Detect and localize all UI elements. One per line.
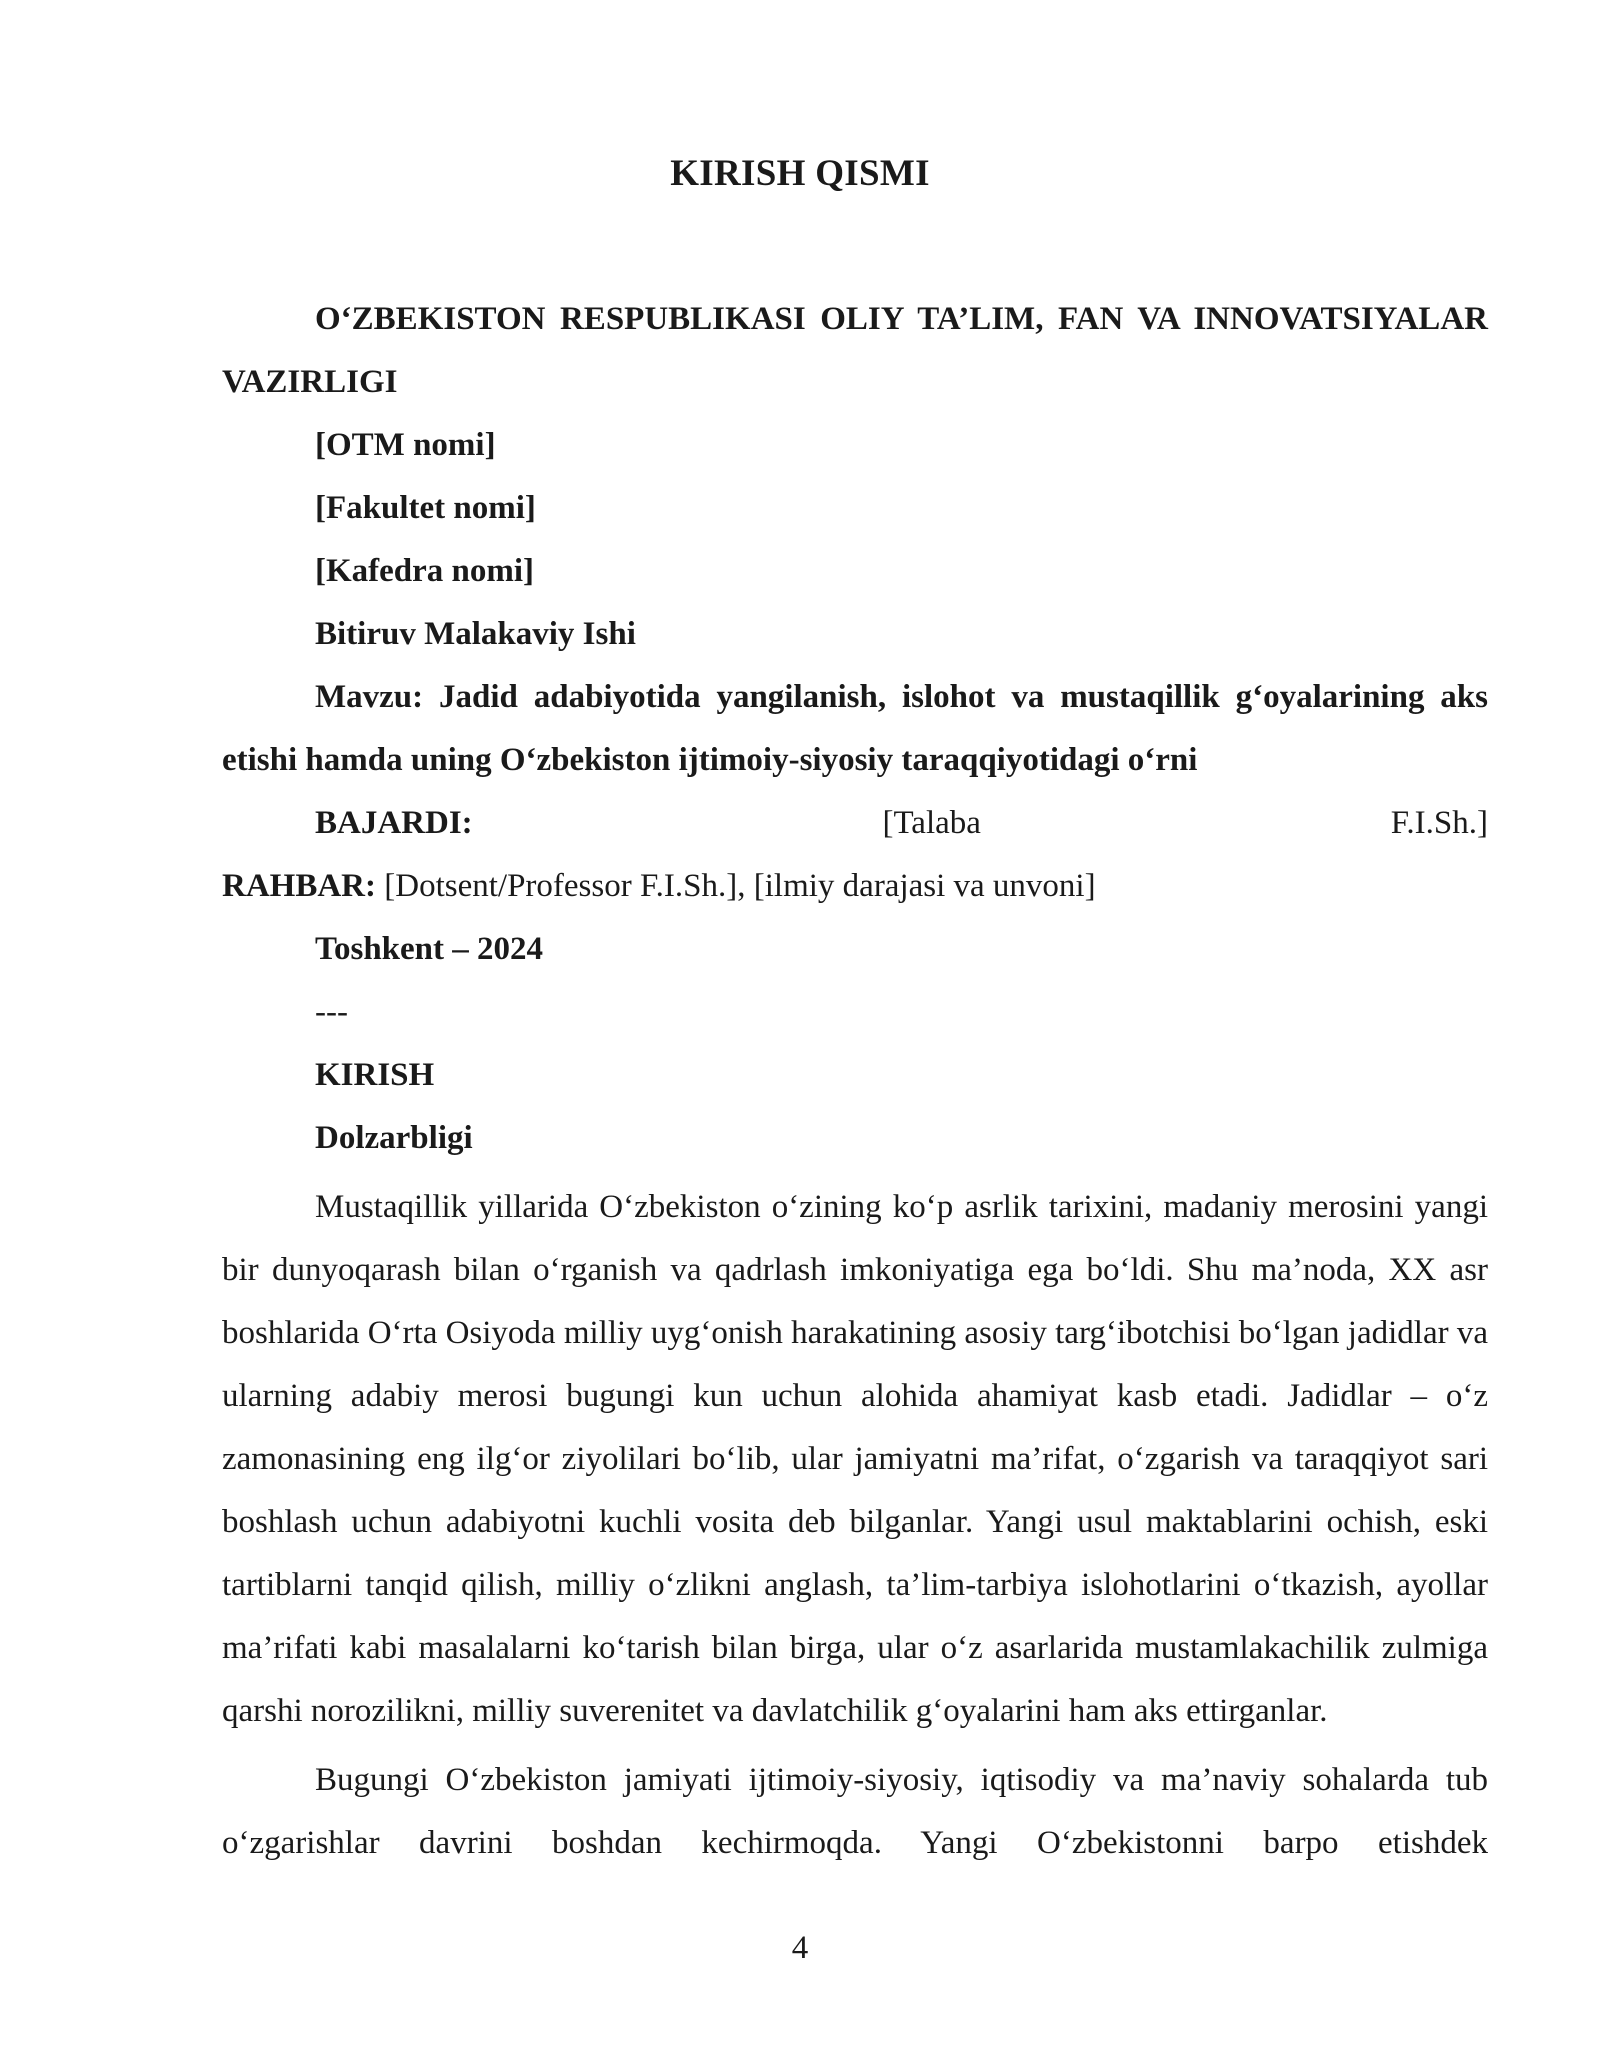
otm-name: [OTM nomi] (315, 427, 496, 463)
separator: --- (315, 994, 348, 1030)
supervisor-value: [Dotsent/Professor F.I.Sh.], [ilmiy darajasi va unvoni] (384, 868, 1096, 904)
supervisor-line (222, 855, 1488, 918)
performer-line (222, 792, 1488, 855)
paragraph-2: Bugungi O‘zbekiston jamiyati ijtimoiy-siyosiy, iqtisodiy va ma’naviy sohalarda tub o‘zgarishlar davrini boshdan kechirmoqda. Yangi O‘zbekistonni barpo etishdek (222, 1762, 1488, 1861)
city-year: Toshkent – 2024 (315, 931, 544, 967)
topic: Mavzu: Jadid adabiyotida yangilanish, islohot va mustaqillik g‘oyalarining aks etishi hamda uning O‘zbekiston ijtimoiy-siyosiy taraqqiyotidagi o‘rni (222, 679, 1488, 778)
page-number: 4 (791, 1930, 809, 1966)
work-type: Bitiruv Malakaviy Ishi (315, 616, 636, 652)
department-name: [Kafedra nomi] (315, 553, 535, 589)
paragraph-1: Mustaqillik yillarida O‘zbekiston o‘zining ko‘p asrlik tarixini, madaniy merosini yangi bir dunyoqarash bilan o‘rganish va qadrlash imkoniyatiga ega bo‘ldi. Shu ma’noda, XX asr boshlarida O‘rta Osiyoda milliy uyg‘onish harakatining asosiy targ‘ibotchisi bo‘lgan jadidlar va ularning adabiy merosi bugungi kun uchun alohida ahamiyat kasb etadi. Jadidlar – o‘z zamonasining eng ilg‘or ziyolilari bo‘lib, ular jamiyatni ma’rifat, o‘zgarish va taraqqiyot sari boshlash uchun adabiyotni kuchli vosita deb bilganlar. Yangi usul maktablarini ochish, eski tartiblarni tanqid qilish, milliy o‘zlikni anglash, ta’lim-tarbiya islohotlarini o‘tkazish, ayollar ma’rifati kabi masalalarni ko‘tarish bilan birga, ular o‘z asarlarida mustamlakachilik zulmiga qarshi norozilikni, milliy suverenitet va davlatchilik g‘oyalarini ham aks ettirganlar. (222, 1189, 1488, 1729)
ministry-name: O‘ZBEKISTON RESPUBLIKASI OLIY TA’LIM, FAN VA INNOVATSIYALAR VAZIRLIGI (222, 301, 1488, 400)
relevance-heading: Dolzarbligi (315, 1120, 473, 1156)
document-content (222, 288, 1488, 1875)
performer-value: [Talaba F.I.Sh.] (882, 805, 1489, 841)
intro-heading: KIRISH (315, 1057, 435, 1093)
faculty-name: [Fakultet nomi] (315, 490, 536, 526)
page-title: KIRISH QISMI (670, 153, 930, 194)
supervisor-label: RAHBAR: (222, 868, 376, 904)
performer-label: BAJARDI: (315, 805, 473, 841)
